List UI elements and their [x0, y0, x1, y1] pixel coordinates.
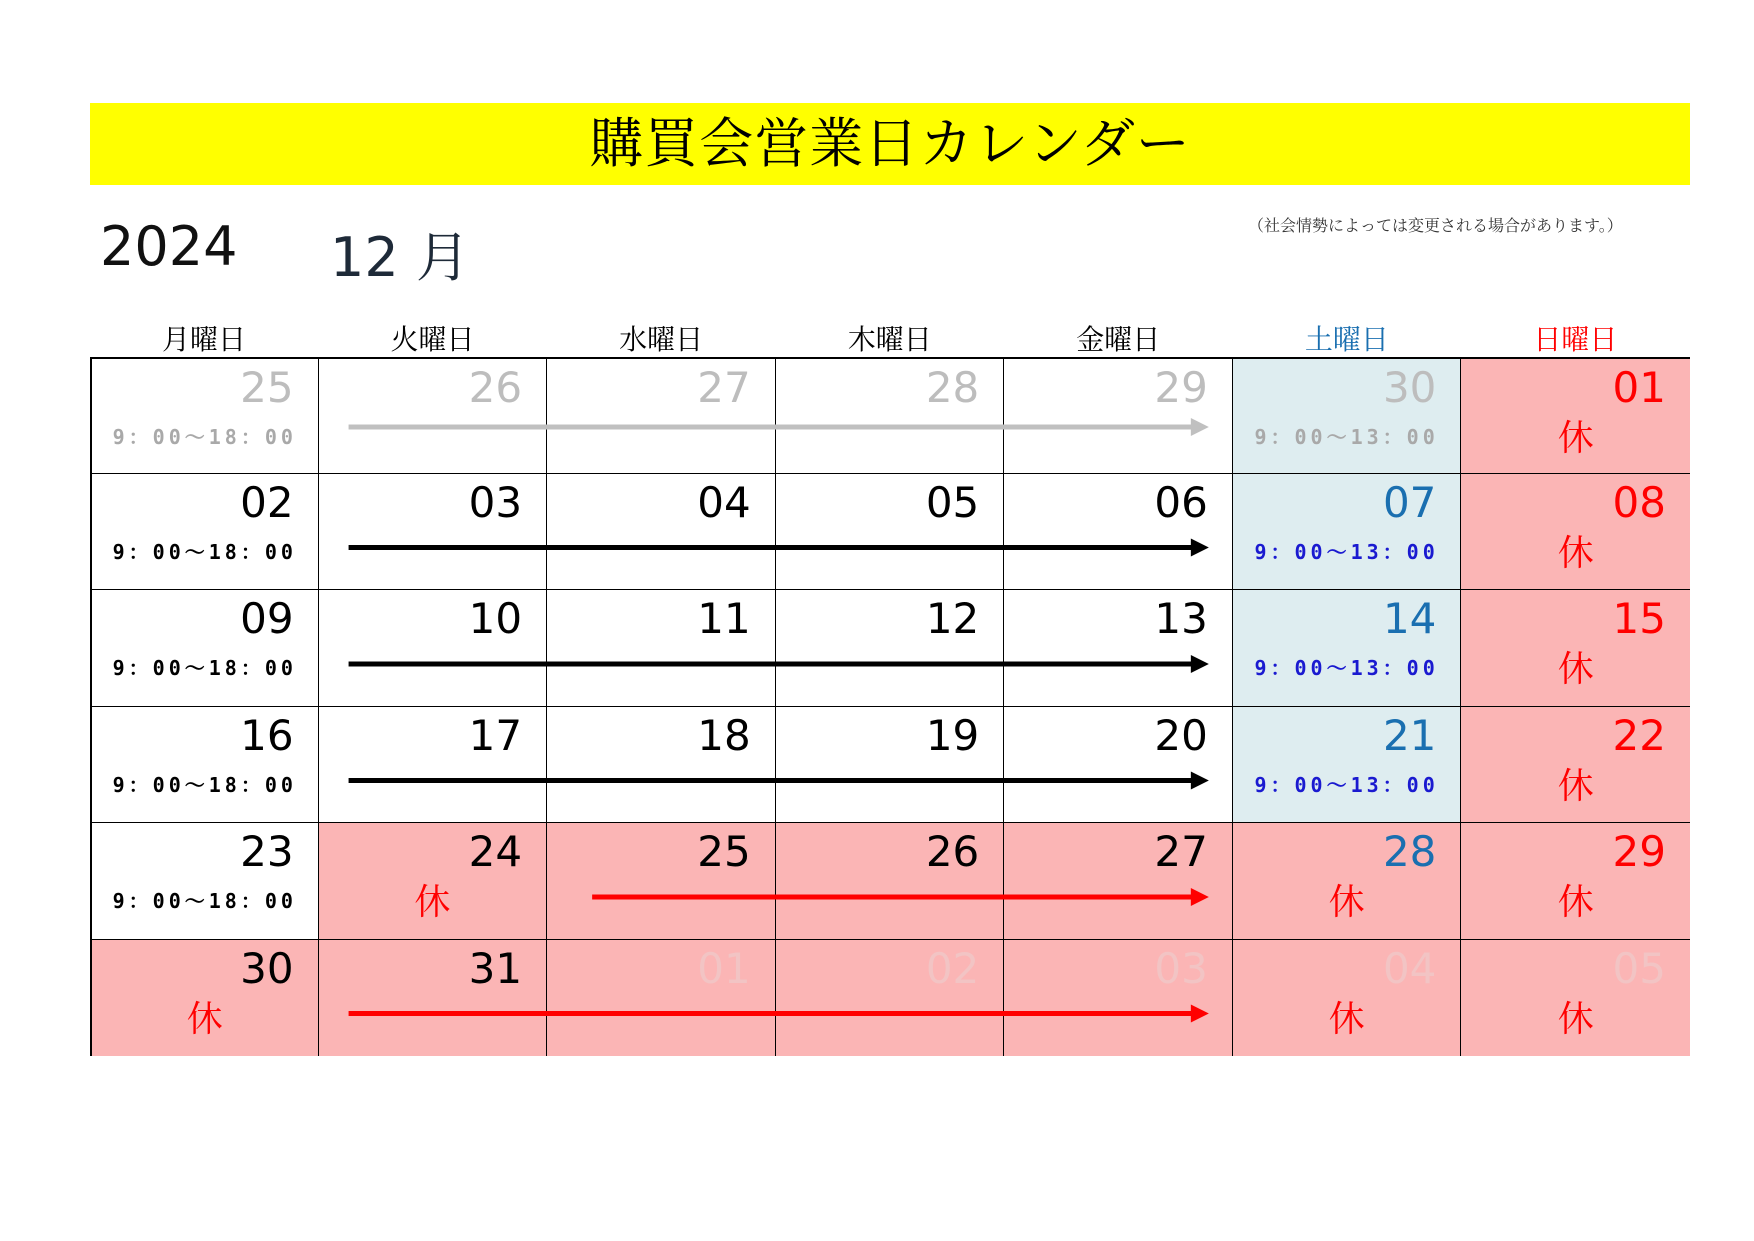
day-number: 22 — [1612, 710, 1666, 760]
day-cell — [92, 474, 319, 591]
weekday-label: 金曜日 — [1076, 323, 1161, 356]
closed-mark: 休 — [1328, 998, 1365, 1040]
business-hours: 9：00～13：00 — [1254, 772, 1439, 797]
day-number: 02 — [925, 943, 980, 993]
day-number: 07 — [1382, 477, 1437, 527]
business-hours: 9：00～13：00 — [1254, 425, 1439, 449]
day-cell — [547, 359, 776, 474]
day-number: 23 — [240, 827, 294, 876]
day-number: 29 — [1612, 827, 1666, 876]
disclaimer-note: （社会情勢によっては変更される場合があります。） — [1248, 216, 1623, 235]
day-cell — [319, 474, 548, 591]
day-number: 11 — [697, 594, 751, 643]
day-cell — [776, 474, 1005, 591]
day-number: 16 — [240, 710, 294, 760]
closed-mark: 休 — [1557, 998, 1594, 1040]
day-number: 04 — [1382, 943, 1437, 993]
weekday-label: 水曜日 — [619, 323, 704, 356]
day-cell — [319, 359, 548, 474]
day-number: 25 — [240, 363, 294, 412]
day-number: 26 — [925, 827, 980, 876]
title-banner — [90, 103, 1690, 185]
day-number: 30 — [240, 943, 294, 993]
day-cell — [319, 707, 548, 824]
business-hours: 9：00～18：00 — [112, 425, 297, 449]
day-number: 04 — [697, 477, 751, 527]
closed-mark: 休 — [1557, 882, 1594, 923]
closed-mark: 休 — [1557, 532, 1594, 574]
closed-mark: 休 — [1557, 765, 1594, 807]
day-number: 24 — [468, 827, 523, 876]
closed-mark: 休 — [414, 882, 451, 923]
day-cell — [319, 940, 548, 1057]
day-number: 10 — [468, 594, 523, 643]
day-cell — [1004, 474, 1233, 591]
day-cell — [547, 707, 776, 824]
day-number: 29 — [1154, 363, 1208, 412]
day-cell — [1004, 823, 1233, 940]
month-label: 12 月 — [330, 226, 470, 289]
weekday-label: 火曜日 — [390, 323, 475, 356]
day-cell — [319, 823, 548, 940]
day-cell — [1233, 823, 1462, 940]
day-number: 20 — [1154, 710, 1208, 760]
day-number: 12 — [925, 594, 980, 643]
day-cell — [547, 590, 776, 707]
day-cell — [319, 590, 548, 707]
day-number: 25 — [697, 827, 751, 876]
day-number: 05 — [925, 477, 980, 527]
day-cell — [547, 940, 776, 1057]
day-cell — [1461, 940, 1690, 1057]
day-cell — [1004, 940, 1233, 1057]
day-cell — [1461, 474, 1690, 591]
day-number: 03 — [468, 477, 523, 527]
day-cell — [1461, 707, 1690, 824]
day-cell — [1004, 590, 1233, 707]
day-number: 28 — [925, 363, 980, 412]
weekday-label: 日曜日 — [1533, 323, 1618, 356]
page-title: 購買会営業日カレンダー — [589, 112, 1191, 175]
business-hours: 9：00～13：00 — [1254, 539, 1439, 564]
day-number: 06 — [1154, 477, 1208, 527]
day-cell — [1461, 359, 1690, 474]
day-cell — [547, 474, 776, 591]
day-cell — [1004, 359, 1233, 474]
business-hours: 9：00～18：00 — [112, 889, 297, 913]
day-number: 15 — [1612, 594, 1666, 643]
day-cell — [92, 823, 319, 940]
day-cell — [1233, 359, 1462, 474]
day-cell — [92, 940, 319, 1057]
day-number: 03 — [1154, 943, 1208, 993]
closed-mark: 休 — [186, 998, 223, 1040]
day-cell — [776, 707, 1005, 824]
day-number: 31 — [468, 943, 523, 993]
year-label: 2024 — [100, 215, 238, 278]
day-cell — [92, 359, 319, 474]
day-number: 27 — [1154, 827, 1208, 876]
business-hours: 9：00～18：00 — [112, 539, 297, 564]
day-number: 18 — [697, 710, 751, 760]
day-number: 27 — [697, 363, 751, 412]
business-hours: 9：00～18：00 — [112, 772, 297, 797]
day-cell — [1461, 590, 1690, 707]
day-cell — [547, 823, 776, 940]
day-number: 13 — [1154, 594, 1208, 643]
closed-mark: 休 — [1557, 649, 1594, 690]
day-cell — [1233, 474, 1462, 591]
day-cell — [776, 590, 1005, 707]
day-number: 28 — [1382, 827, 1437, 876]
day-number: 17 — [468, 710, 523, 760]
calendar-grid — [90, 357, 1690, 1056]
day-number: 26 — [468, 363, 523, 412]
day-cell — [92, 707, 319, 824]
weekday-label: 土曜日 — [1304, 323, 1389, 356]
day-cell — [1004, 707, 1233, 824]
day-number: 30 — [1382, 363, 1437, 412]
day-cell — [776, 823, 1005, 940]
day-number: 09 — [240, 594, 294, 643]
weekday-label: 月曜日 — [161, 323, 246, 356]
day-cell — [776, 359, 1005, 474]
business-hours: 9：00～13：00 — [1254, 656, 1439, 680]
day-number: 05 — [1612, 943, 1666, 993]
day-cell — [1233, 590, 1462, 707]
day-cell — [1233, 940, 1462, 1057]
day-cell — [776, 940, 1005, 1057]
day-number: 14 — [1382, 594, 1437, 643]
closed-mark: 休 — [1557, 418, 1594, 459]
day-number: 01 — [697, 943, 751, 993]
day-cell — [92, 590, 319, 707]
day-number: 21 — [1382, 710, 1437, 760]
closed-mark: 休 — [1328, 882, 1365, 923]
day-cell — [1233, 707, 1462, 824]
day-cell — [1461, 823, 1690, 940]
weekday-label: 木曜日 — [847, 323, 932, 356]
day-number: 19 — [925, 710, 980, 760]
day-number: 02 — [240, 477, 294, 527]
business-hours: 9：00～18：00 — [112, 656, 297, 680]
day-number: 08 — [1612, 477, 1666, 527]
day-number: 01 — [1612, 363, 1666, 412]
